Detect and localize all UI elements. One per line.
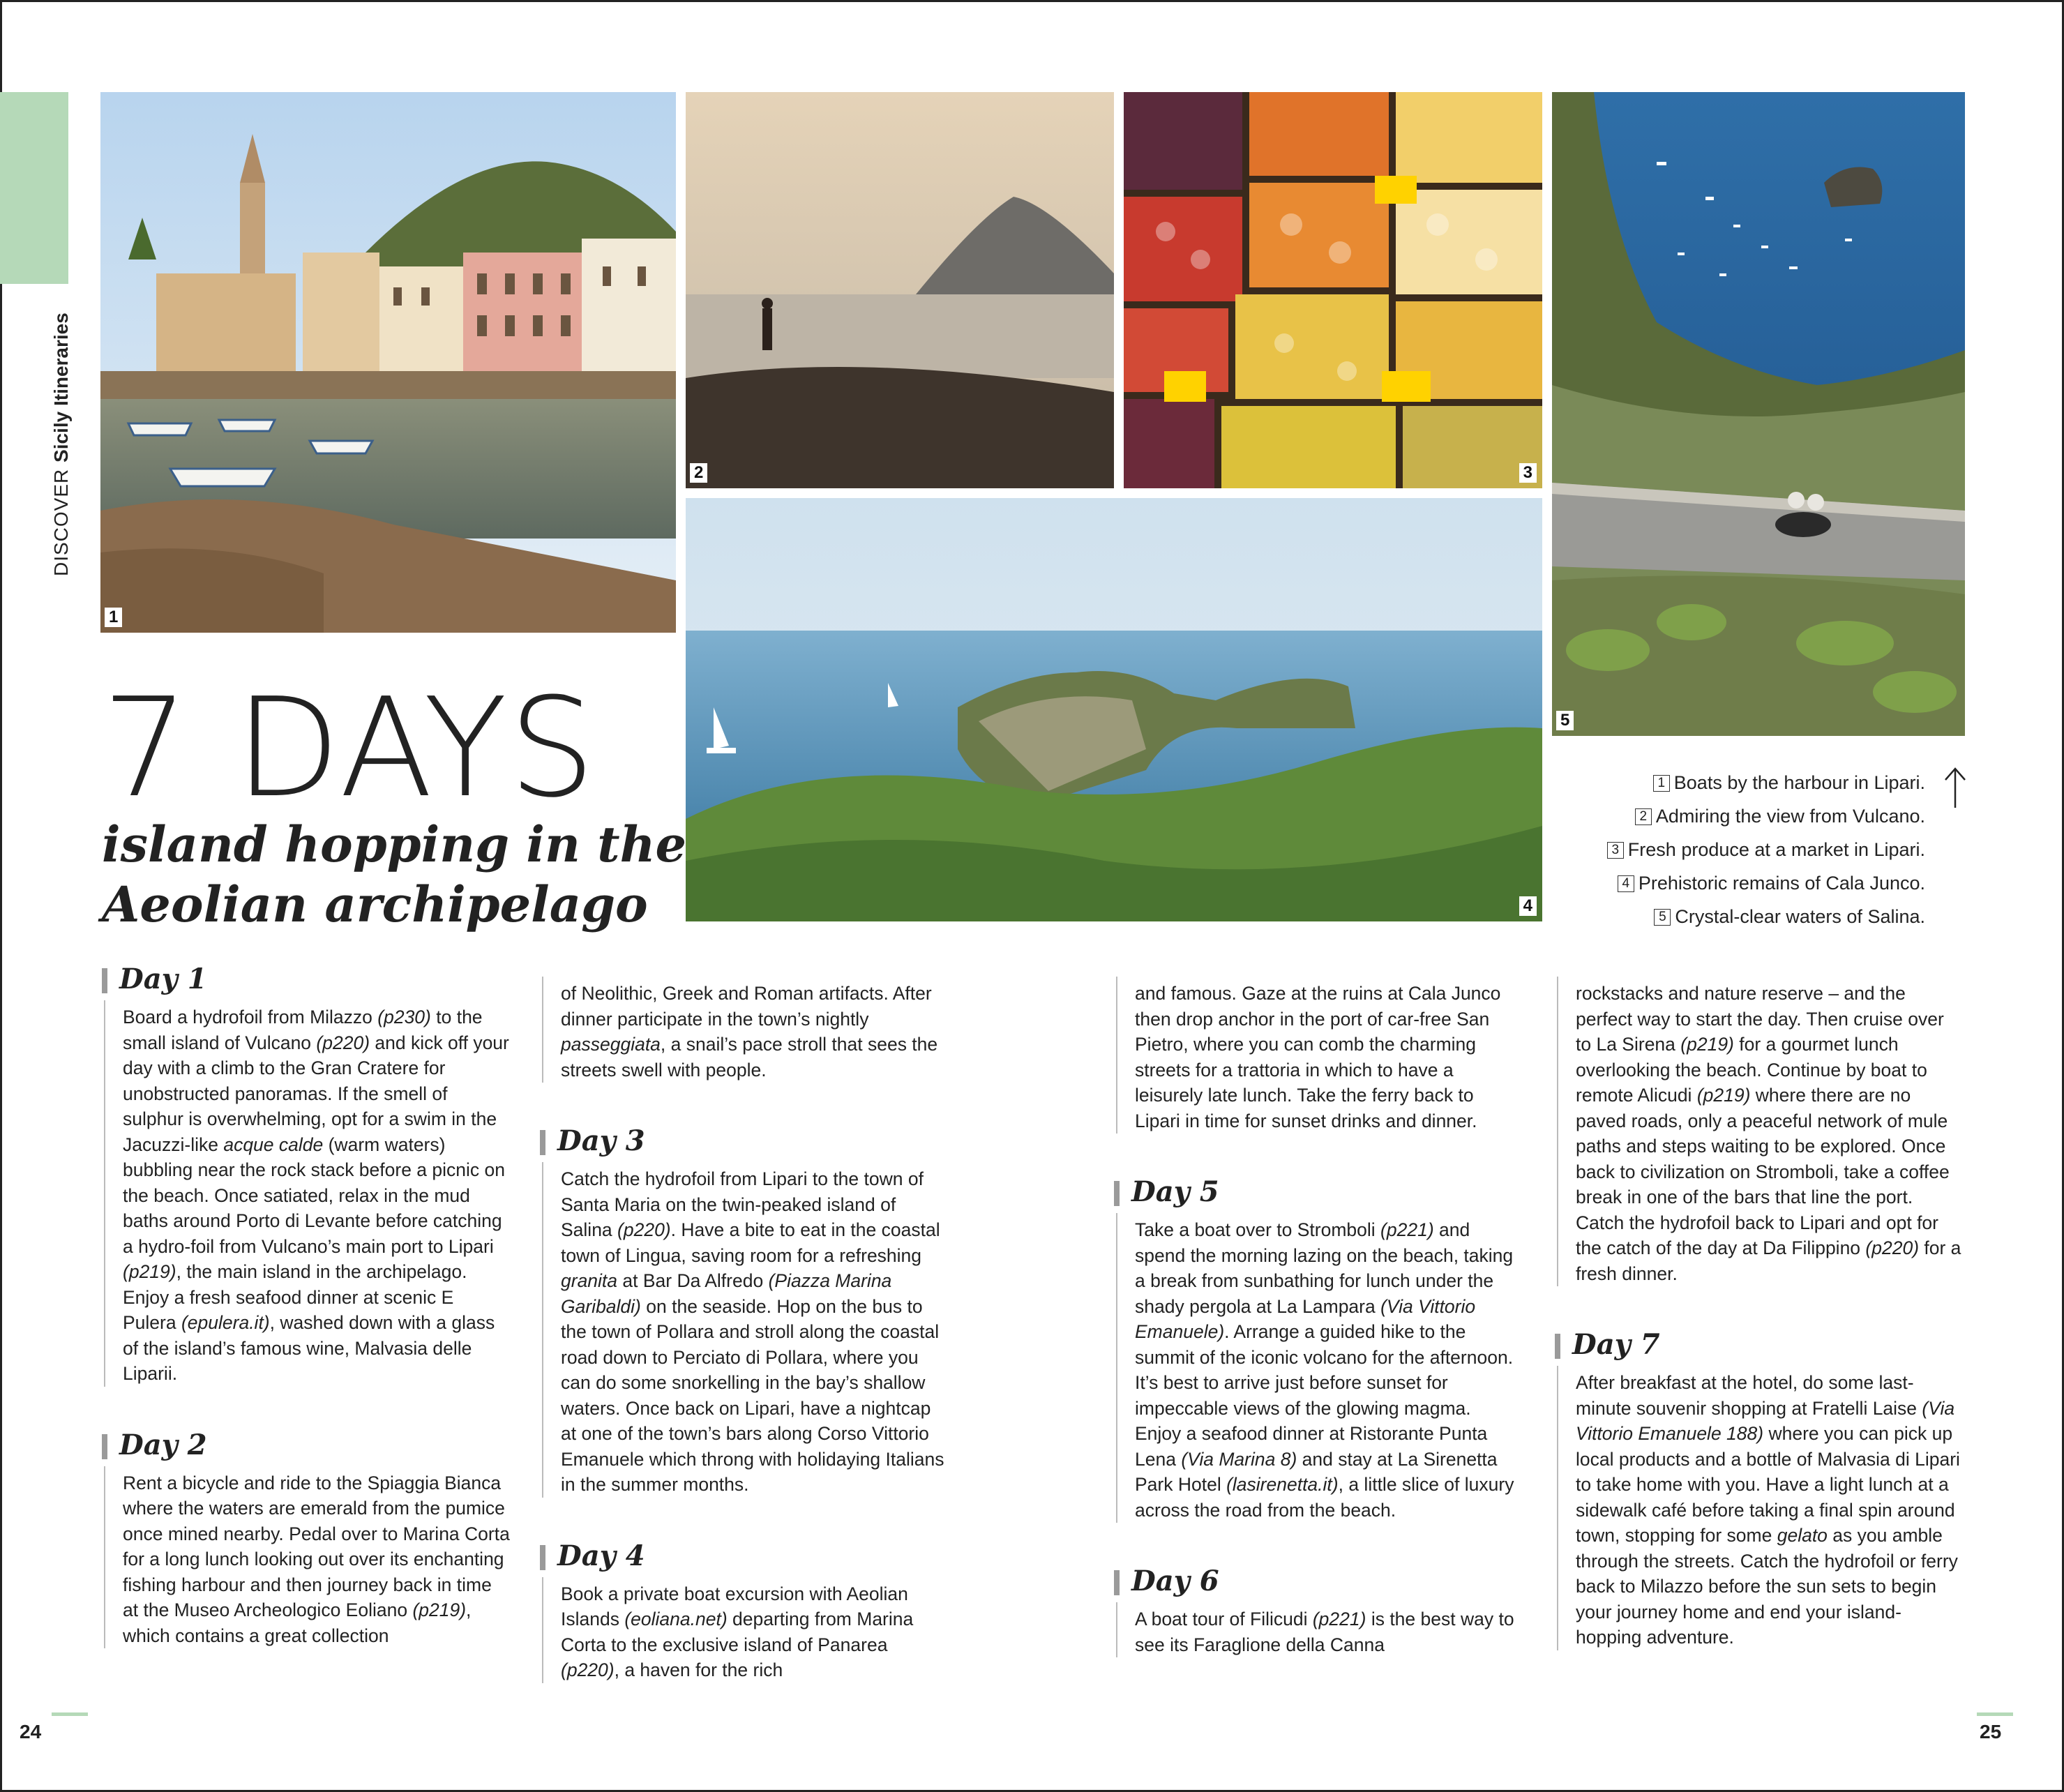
caption-item [1569, 866, 1925, 900]
italic-reference: (p219) [412, 1599, 467, 1620]
day-body [1557, 1366, 1963, 1650]
photo-market [1124, 92, 1542, 488]
body-text: is the best way to see its Faraglione della Canna [1135, 1609, 1514, 1655]
arrow-up-icon [1941, 766, 1969, 809]
page-title: 7 DAYS [102, 669, 597, 828]
subtitle-line-2: Aeolian archipelago [102, 875, 648, 933]
day-heading: Day 4 [540, 1541, 948, 1572]
day-heading: Day 1 [102, 964, 510, 995]
body-text: , a snail’s pace stroll that sees the streets swell with people. [561, 1034, 938, 1081]
italic-reference: (p220) [617, 1219, 671, 1240]
italic-reference: (Via Marina 8) [1181, 1448, 1297, 1470]
day-heading: Day 5 [1114, 1177, 1522, 1207]
photo-number: 3 [1519, 463, 1537, 483]
body-text: Book a private boat excursion with Aeolian Islands [561, 1583, 908, 1629]
italic-reference: passeggiata [561, 1034, 661, 1055]
italic-reference: (p219) [123, 1261, 176, 1282]
side-label-prefix: DISCOVER [50, 468, 72, 576]
folio-accent-left [52, 1712, 88, 1716]
body-text: , a haven for the rich [614, 1659, 783, 1680]
subtitle-line-1: island hopping in the [102, 815, 687, 873]
italic-reference: (p220) [561, 1659, 615, 1680]
body-text: where you can pick up local products and a bottle of Malvasia di Lipari to take home with you. Have a light lunch at a sidewalk café before taking a final spin around town, stopping for some [1576, 1423, 1960, 1546]
body-text: Board a hydrofoil from Milazzo [123, 1007, 378, 1027]
day-body [1116, 1602, 1522, 1657]
caption-number: 3 [1607, 842, 1624, 859]
body-text: After breakfast at the hotel, do some last-minute souvenir shopping at Fratelli Laise [1576, 1372, 1922, 1419]
italic-reference: (Via Vittorio Emanuele 188) [1576, 1397, 1955, 1444]
body-text: of Neolithic, Greek and Roman artifacts. After dinner participate in the town’s nightly [561, 983, 932, 1030]
text-column-1 [102, 964, 510, 1648]
body-text: where there are no paved roads, only a peaceful network of mule paths and steps waiting to be explored. Once back to civilization on Stromboli, take a coffee break in one of the bars that line the port. Catch the hydrofoil back to Lipari and opt for the catch of the day at Da Filippino [1576, 1085, 1950, 1258]
caption-item [1569, 900, 1925, 933]
text-column-4 [1555, 977, 1963, 1650]
day-heading: Day 7 [1555, 1330, 1963, 1360]
italic-reference: acque calde [223, 1134, 324, 1155]
photo-number: 4 [1519, 896, 1537, 916]
day-body [1116, 1213, 1522, 1523]
italic-reference: (p221) [1380, 1219, 1434, 1240]
text-column-3 [1114, 977, 1522, 1657]
photo-captions [1569, 766, 1925, 933]
photo-number: 2 [690, 463, 707, 483]
italic-reference: (p221) [1312, 1609, 1366, 1629]
italic-reference: (eoliana.net) [624, 1609, 728, 1629]
caption-item [1569, 833, 1925, 866]
caption-number: 2 [1635, 808, 1652, 825]
body-text: and kick off your day with a climb to the Gran Cratere for unobstructed panoramas. If the smell of sulphur is overwhelming, opt for a swim in the Jacuzzi-like [123, 1032, 509, 1155]
text-column-2 [540, 977, 948, 1683]
caption-text: Boats by the harbour in Lipari. [1673, 772, 1925, 793]
body-text: for a fresh dinner. [1576, 1237, 1961, 1284]
body-text: Rent a bicycle and ride to the Spiaggia Bianca where the waters are emerald from the pumice once mined nearby. Pedal over to Marina Corta for a long lunch looking out over its enchanting fishing harbour and then journey back in time at the Museo Archeologico Eoliano [123, 1472, 510, 1620]
body-text: , washed down with a glass of the island’s famous wine, Malvasia delle Liparii. [123, 1312, 495, 1384]
caption-number: 5 [1654, 909, 1671, 926]
italic-reference: (p220) [316, 1032, 370, 1053]
body-text: to the small island of Vulcano [123, 1007, 483, 1053]
body-text: as you amble through the streets. Catch the hydrofoil or ferry back to Milazzo before the sun sets to begin your journey home and end your island-hopping adventure. [1576, 1525, 1958, 1648]
body-text: , a little slice of luxury across the road from the beach. [1135, 1474, 1514, 1521]
body-text: . Have a bite to eat in the coastal town of Lingua, saving room for a refreshing [561, 1219, 940, 1266]
section-tab [0, 92, 68, 284]
side-section-label [50, 313, 73, 576]
body-text: on the seaside. Hop on the bus to the town of Pollara and stroll along the coastal road down to Perciato di Pollara, where you can do some snorkelling in the bay’s shallow waters. Once back on Lipari, have a nightcap at one of the town’s bars along Corso Vittorio Emanuele which throng with holidaying Italians in the summer months. [561, 1295, 944, 1495]
italic-reference: (lasirenetta.it) [1226, 1474, 1339, 1495]
caption-text: Crystal-clear waters of Salina. [1675, 906, 1925, 927]
photo-salina [1552, 92, 1965, 736]
body-text: and stay at La Sirenetta Park Hotel [1135, 1448, 1498, 1495]
italic-reference: (p220) [1865, 1237, 1920, 1258]
italic-reference: (Via Vittorio Emanuele) [1135, 1295, 1476, 1342]
italic-reference: (epulera.it) [181, 1312, 270, 1333]
photo-number: 1 [105, 608, 122, 627]
caption-text: Prehistoric remains of Cala Junco. [1638, 873, 1925, 894]
side-label-section: Sicily Itineraries [50, 313, 72, 462]
caption-text: Admiring the view from Vulcano. [1655, 806, 1925, 827]
day-body-continued [1116, 977, 1522, 1134]
day-body [104, 1466, 510, 1649]
body-text: at Bar Da Alfredo [617, 1270, 769, 1291]
italic-reference: (p219) [1696, 1085, 1751, 1106]
italic-reference: granita [561, 1270, 618, 1291]
photo-coast [686, 498, 1542, 921]
italic-reference: (p219) [1680, 1034, 1734, 1055]
caption-item [1569, 799, 1925, 833]
body-text: , which contains a great collection [123, 1599, 472, 1646]
day-body [542, 1162, 948, 1498]
day-body [104, 1000, 510, 1387]
body-text: , the main island in the archipelago. Enjoy a fresh seafood dinner at scenic E Pulera [123, 1261, 467, 1333]
body-text: and famous. Gaze at the ruins at Cala Junco then drop anchor in the port of car-free San Pietro, where you can comb the charming streets for a trattoria in which to have a leisurely late lunch. Take the ferry back to Lipari in time for sunset drinks and dinner. [1135, 983, 1501, 1131]
page-subtitle [102, 815, 688, 935]
caption-number: 1 [1653, 775, 1670, 792]
body-text: Take a boat over to Stromboli [1135, 1219, 1381, 1240]
day-heading: Day 6 [1114, 1566, 1522, 1597]
body-text: . Arrange a guided hike to the summit of the iconic volcano for the afternoon. It’s best to arrive just before sunset for impeccable views of the glowing magma. Enjoy a seafood dinner at Ristorante Punta Lena [1135, 1321, 1514, 1470]
body-text: departing from Marina Corta to the exclusive island of Panarea [561, 1609, 914, 1655]
italic-reference: gelato [1777, 1525, 1828, 1546]
day-body-continued [1557, 977, 1963, 1286]
body-text: A boat tour of Filicudi [1135, 1609, 1313, 1629]
day-body-continued [542, 977, 948, 1083]
page-number-right: 25 [1980, 1721, 2002, 1742]
caption-number: 4 [1618, 875, 1634, 892]
day-heading: Day 3 [540, 1126, 948, 1157]
day-heading: Day 2 [102, 1430, 510, 1461]
page-number-left: 24 [20, 1721, 42, 1742]
body-text: and spend the morning lazing on the beach, taking a break from sunbathing for lunch under the shady pergola at La Lampara [1135, 1219, 1514, 1317]
body-text: for a gourmet lunch overlooking the beach. Continue by boat to remote Alicudi [1576, 1034, 1927, 1106]
caption-item [1569, 766, 1925, 799]
italic-reference: (p230) [377, 1007, 431, 1027]
folio-accent-right [1977, 1712, 2013, 1716]
italic-reference: (Piazza Marina Garibaldi) [561, 1270, 892, 1317]
photo-volcano-view [686, 92, 1114, 488]
body-text: Catch the hydrofoil from Lipari to the town of Santa Maria on the twin-peaked island of Salina [561, 1168, 924, 1240]
day-body [542, 1577, 948, 1683]
photo-harbour [100, 92, 676, 633]
caption-text: Fresh produce at a market in Lipari. [1627, 839, 1925, 860]
photo-number: 5 [1556, 711, 1574, 730]
body-text: (warm waters) bubbling near the rock stack before a picnic on the beach. Once satiated, relax in the mud baths around Porto di Levante before catching a hydro-foil from Vulcano’s main port to Lipari [123, 1134, 505, 1257]
body-text: rockstacks and nature reserve – and the perfect way to start the day. Then cruise over to La Sirena [1576, 983, 1944, 1055]
